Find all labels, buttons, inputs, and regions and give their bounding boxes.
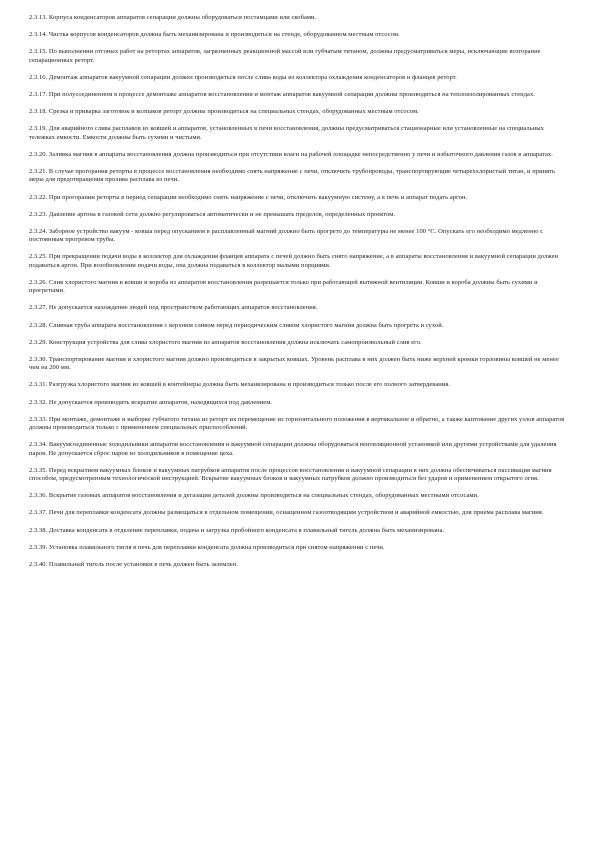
paragraph-2-3-18: 2.3.18. Срезка и приварка заготовок и колпаков реторт должны производиться на специальных стендах, оборудованных местным отсосом. [29,108,419,116]
paragraph-2-3-17: 2.3.17. При полусоединенном в процессе демонтаже аппаратов восстановления и монтаж аппаратов вакуумной сепарации должны производиться на теплоизолированных стендах. [29,91,535,99]
paragraph-2-3-20: 2.3.20. Заливка магния в аппараты восстановления должна производиться при отсутствии влаги на рабочей площадке непосредственно у печи и избыточного давления газов в аппаратах. [29,150,553,158]
paragraph-2-3-24: 2.3.24. Заборное устройство вакуум - ковша перед опусканием в расплавленный магний должно быть прогрето до температуры не менее 100 °С. Опускать его необходимо медленно с постоянным прогревом трубы. [29,227,544,244]
paragraph-2-3-21: 2.3.21. В случае прогорания реторты в процессе восстановления необходимо снять напряжение с печи, отключить трубопроводы, транспортирующие четыреххлористый титан, и принять меры для предотвращения пролива расплава из печи. [29,168,556,184]
document-body [29,14,569,578]
paragraph-2-3-34: 2.3.34. Вакуумсоединенные холодильники аппаратов восстановления и вакуумной сепарации должны оборудоваться вентиляционной установкой или другими устройствами для удаления паров. Не допускается сброс паров из холодильников в помещение цеха. [29,441,557,457]
paragraph-2-3-31: 2.3.31. Разгрузка хлористого магния из ковшей в контейнеры должна быть механизирована и производиться только после его полного затвердевания. [29,381,451,389]
paragraph-2-3-22: 2.3.22. При прогорании реторты в период сепарации необходимо снять напряжение с печи, отключить вакуумную систему, а в печь и аппарат подать аргон. [29,193,468,201]
paragraph-2-3-37: 2.3.37. Печи для переплавки конденсата должны размещаться в отдельном помещении, оснащенном газоотводящим устройством и аварийной емкостью, для приема расплава магния. [29,509,544,517]
paragraph-2-3-13: 2.3.13. Корпуса конденсаторов аппаратов сепарации должны оборудоваться постамцами или скобами. [29,14,317,21]
paragraph-2-3-26: 2.3.26. Слив хлористого магния в ковши и короба из аппаратов восстановления разрешается только при работающей вытяжной вентиляции. Ковши и короба должны быть сухими и прогретыми. [29,278,538,295]
paragraph-2-3-35: 2.3.35. Перед вскрытием вакуумных блоков и вакуумных патрубков аппаратов после процессов восстановления и вакуумной сепарации в них должна обеспечиваться пассивация магния способом, предусмотренным технологической инструкцией. Вскрытие вакуумных блоков и вакуумных патрубков должно производиться без ударов и применением открытого огня. [29,466,552,483]
paragraph-2-3-36: 2.3.36. Вскрытие газовых аппаратов восстановления и дегазация деталей должны производиться на специальных стендах, оборудованных местными отсосами. [29,492,479,500]
paragraph-2-3-19: 2.3.19. Для аварийного слива расплавов из ковшей и аппаратов, установленных в печи восстановления, должны предусматриваться стационарные или установленные на специальных тележках емкости. Емкости должны быть сухими и чистыми. [29,125,544,141]
paragraph-2-3-25: 2.3.25. При прекращении подачи воды в коллектор для охлаждения фланцев аппарата с печей должно быть снято напряжение, а в аппараты восстановления и вакуумной сепарации должен подаваться аргон. При возобновлении подачи воды, она должна подаваться в коллектор малыми порциями. [29,253,559,269]
paragraph-2-3-33: 2.3.33. При монтаже, демонтаже и выборке губчатого титана из реторт их перемещение из горизонтального положения в вертикальное и обратно, а также кантование других узлов аппаратов должны производиться только с применением специальных приспособлений. [29,415,565,432]
paragraph-2-3-32: 2.3.32. Не допускается производить вскрытие аппаратов, находящихся под давлением. [29,398,273,406]
paragraph-2-3-28: 2.3.28. Сливная труба аппарата восстановления с верхним сливом перед периодическим сливом хлористого магния должна быть прогрета и сухой. [29,321,444,329]
paragraph-2-3-15: 2.3.15. По выполнении отгоных работ на ретортах аппаратов, загрязненных реакционной массой или губчатым титаном, должны предусматриваться меры, исключающие возгорание сепарационных реторт. [29,48,541,64]
paragraph-2-3-29: 2.3.29. Конструкция устройства для слива хлористого магния из аппаратов восстановления должна исключать самопроизвольный слив его. [29,338,422,346]
paragraph-2-3-39: 2.3.39. Установка плавильного тигля в печь для переплавки конденсата должна производиться при снятом напряжении с печи. [29,543,385,551]
paragraph-2-3-30: 2.3.30. Транспортирование магния и хлористого магния должно производиться в закрытых ковшах. Уровень расплава в них должен быть ниже верхней кромки горловины ковшей не менее чем на 200 мм. [29,355,559,372]
paragraph-2-3-27: 2.3.27. Не допускается нахождение людей под пространством работающих аппаратов восстановления. [29,304,318,312]
paragraph-2-3-14: 2.3.14. Чистка корпусов конденсаторов должна быть механизирована и производиться на стенде, оборудованном местным отсосом. [29,31,400,39]
paragraph-2-3-38: 2.3.38. Доставка конденсата в отделение переплавки, подача и загрузка пробойного конденсата в плавильный тигель должна быть механизирована. [29,526,445,534]
paragraph-2-3-23: 2.3.23. Давление аргона в газовой сети должно регулироваться автоматически и не превышать пределов, определенных проектом. [29,210,396,218]
paragraph-2-3-40: 2.3.40. Плавильный тигель после установки в печь должен быть заземлен. [29,561,238,569]
paragraph-2-3-16: 2.3.16. Демонтаж аппаратов вакуумной сепарации должен производиться после слива воды из коллектора охлаждения конденсаторов и фланцев реторт. [29,73,457,81]
